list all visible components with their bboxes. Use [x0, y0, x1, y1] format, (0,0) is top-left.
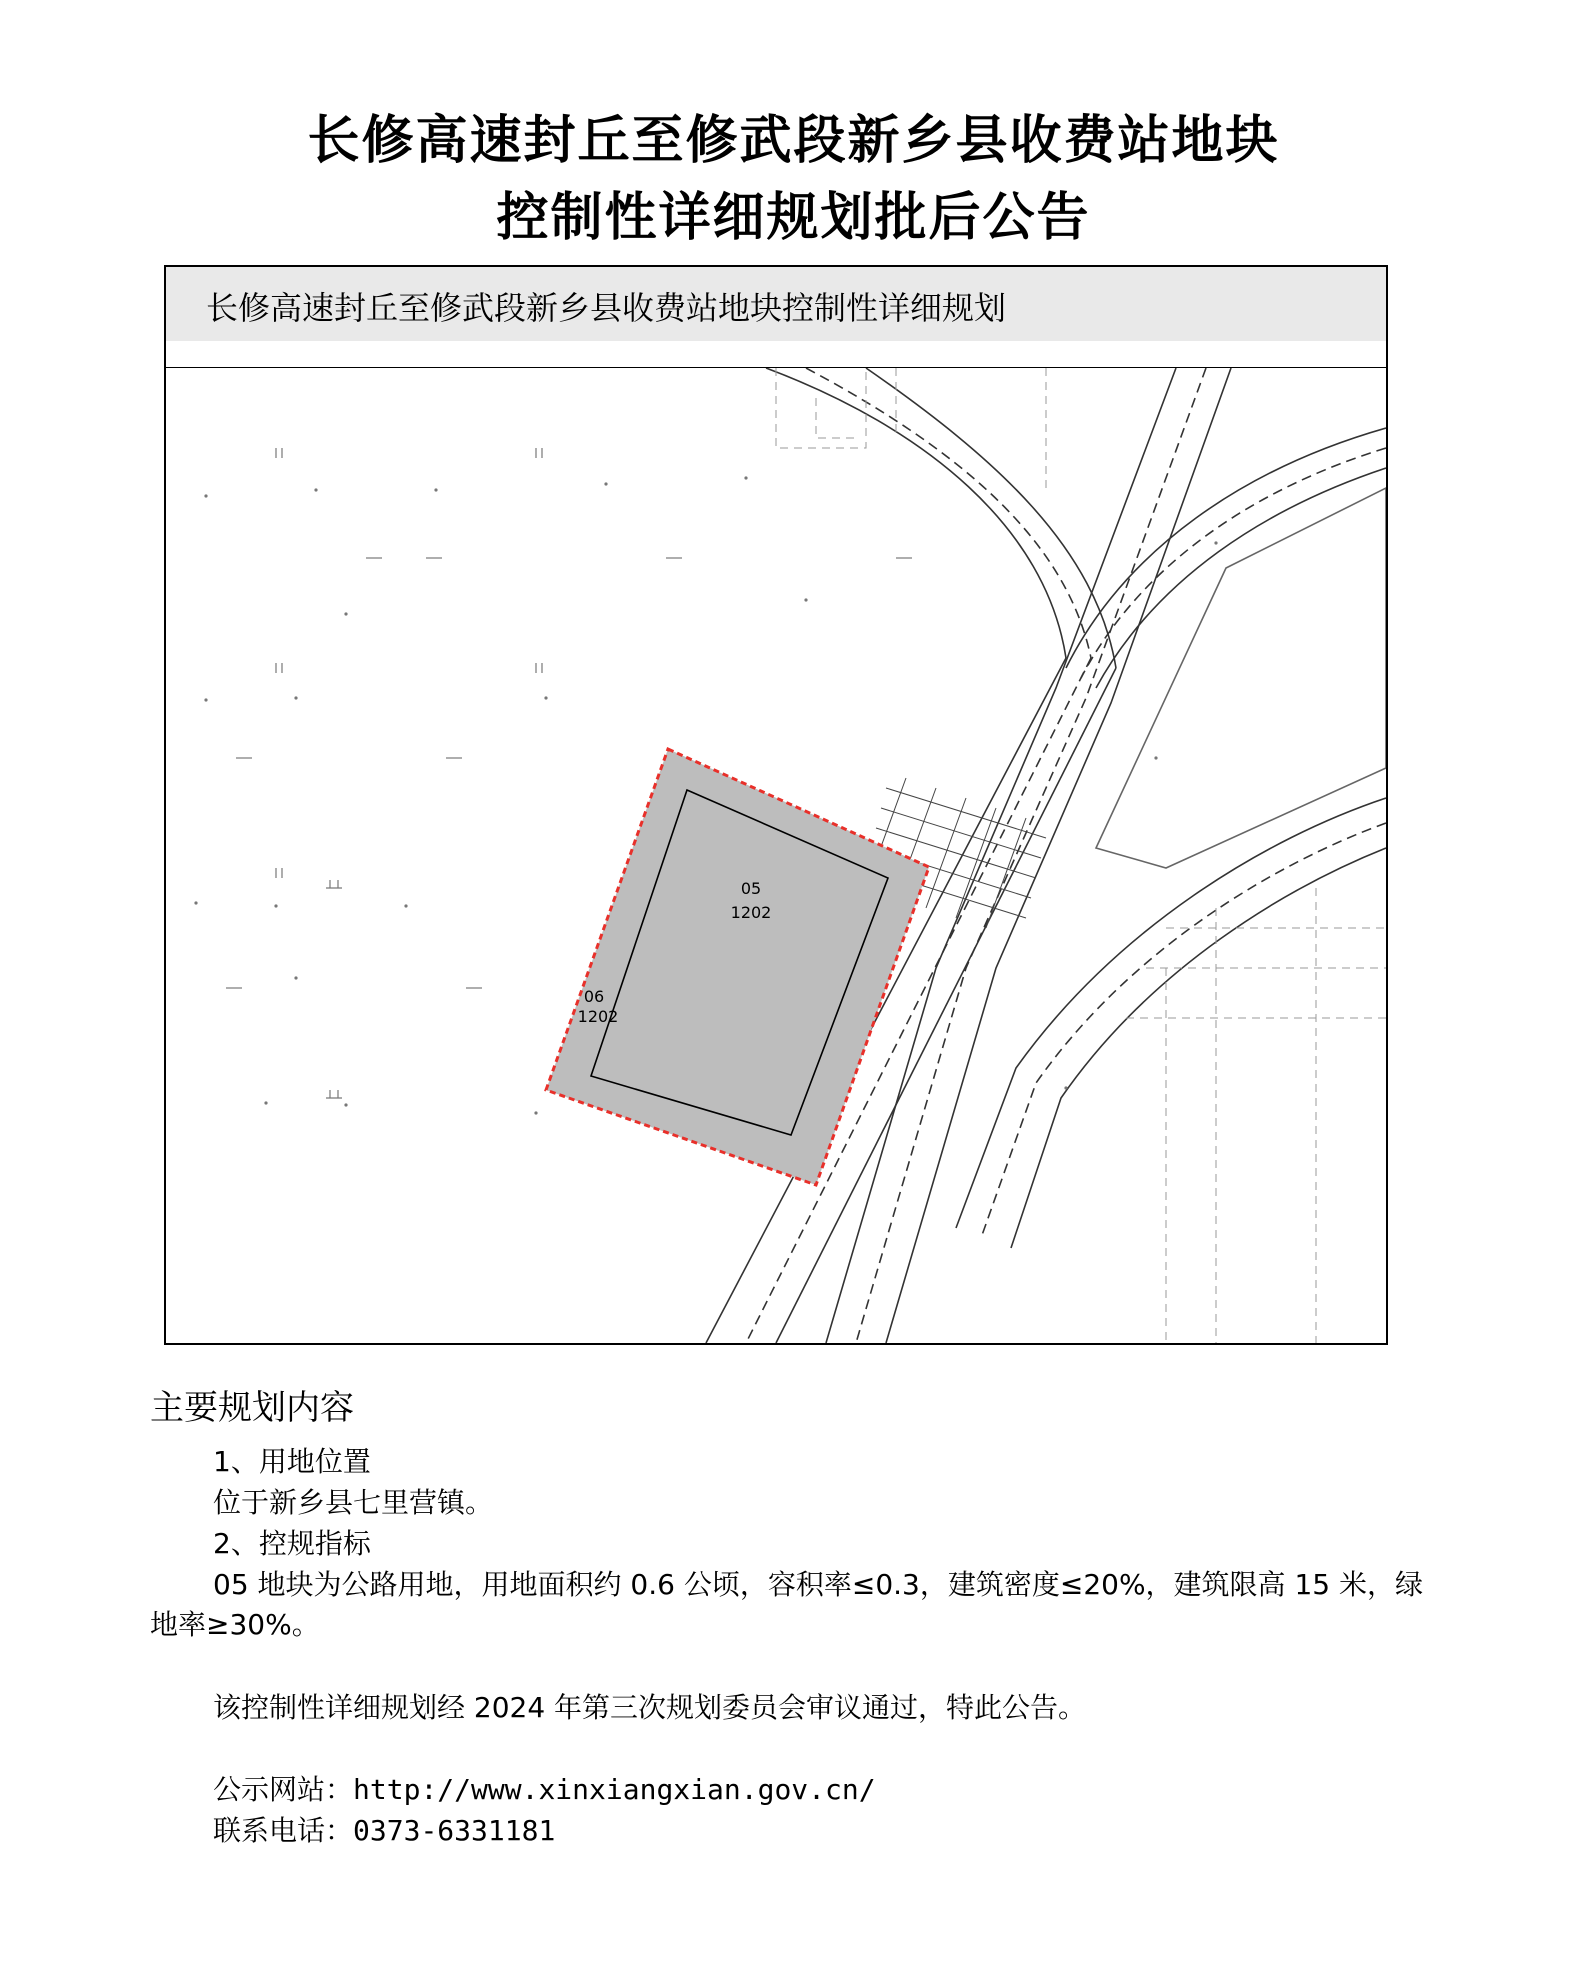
item1-text: 位于新乡县七里营镇。: [213, 1486, 494, 1519]
document-title-line2: 控制性详细规划批后公告: [496, 188, 1091, 248]
website-line: [213, 1770, 876, 1810]
parcel-05-id: 05: [740, 879, 762, 898]
document-title-line1: 长修高速封丘至修武段新乡县收费站地块: [307, 111, 1280, 171]
item2-title: 2、控规指标: [213, 1527, 371, 1560]
approval-statement: 该控制性详细规划经 2024 年第三次规划委员会审议通过，特此公告。: [213, 1691, 1087, 1724]
map-header: [166, 267, 1386, 341]
map-title: 长修高速封丘至修武段新乡县收费站地块控制性详细规划: [206, 289, 1007, 327]
parcel-06-code: 1202: [577, 1007, 619, 1026]
item1-title: 1、用地位置: [213, 1445, 371, 1478]
parcel-06-id: 06: [583, 987, 605, 1006]
item2-text: 05 地块为公路用地，用地面积约 0.6 公顷，容积率≤0.3，建筑密度≤20%，建筑限高 15 米，绿地率≥30%。: [150, 1568, 1423, 1641]
website-label: 公示网站：: [213, 1773, 354, 1806]
planning-map-frame: [164, 265, 1388, 1345]
parcel-05-code: 1202: [730, 903, 772, 922]
parcel-05: [546, 749, 929, 1185]
phone-label: 联系电话：: [213, 1814, 354, 1847]
website-link[interactable]: http://www.xinxiangxian.gov.cn/: [353, 1773, 876, 1806]
phone-number: 0373-6331181: [353, 1814, 556, 1847]
section-heading: 主要规划内容: [150, 1388, 354, 1428]
phone-line: [213, 1811, 555, 1851]
planning-map: [166, 368, 1386, 1343]
